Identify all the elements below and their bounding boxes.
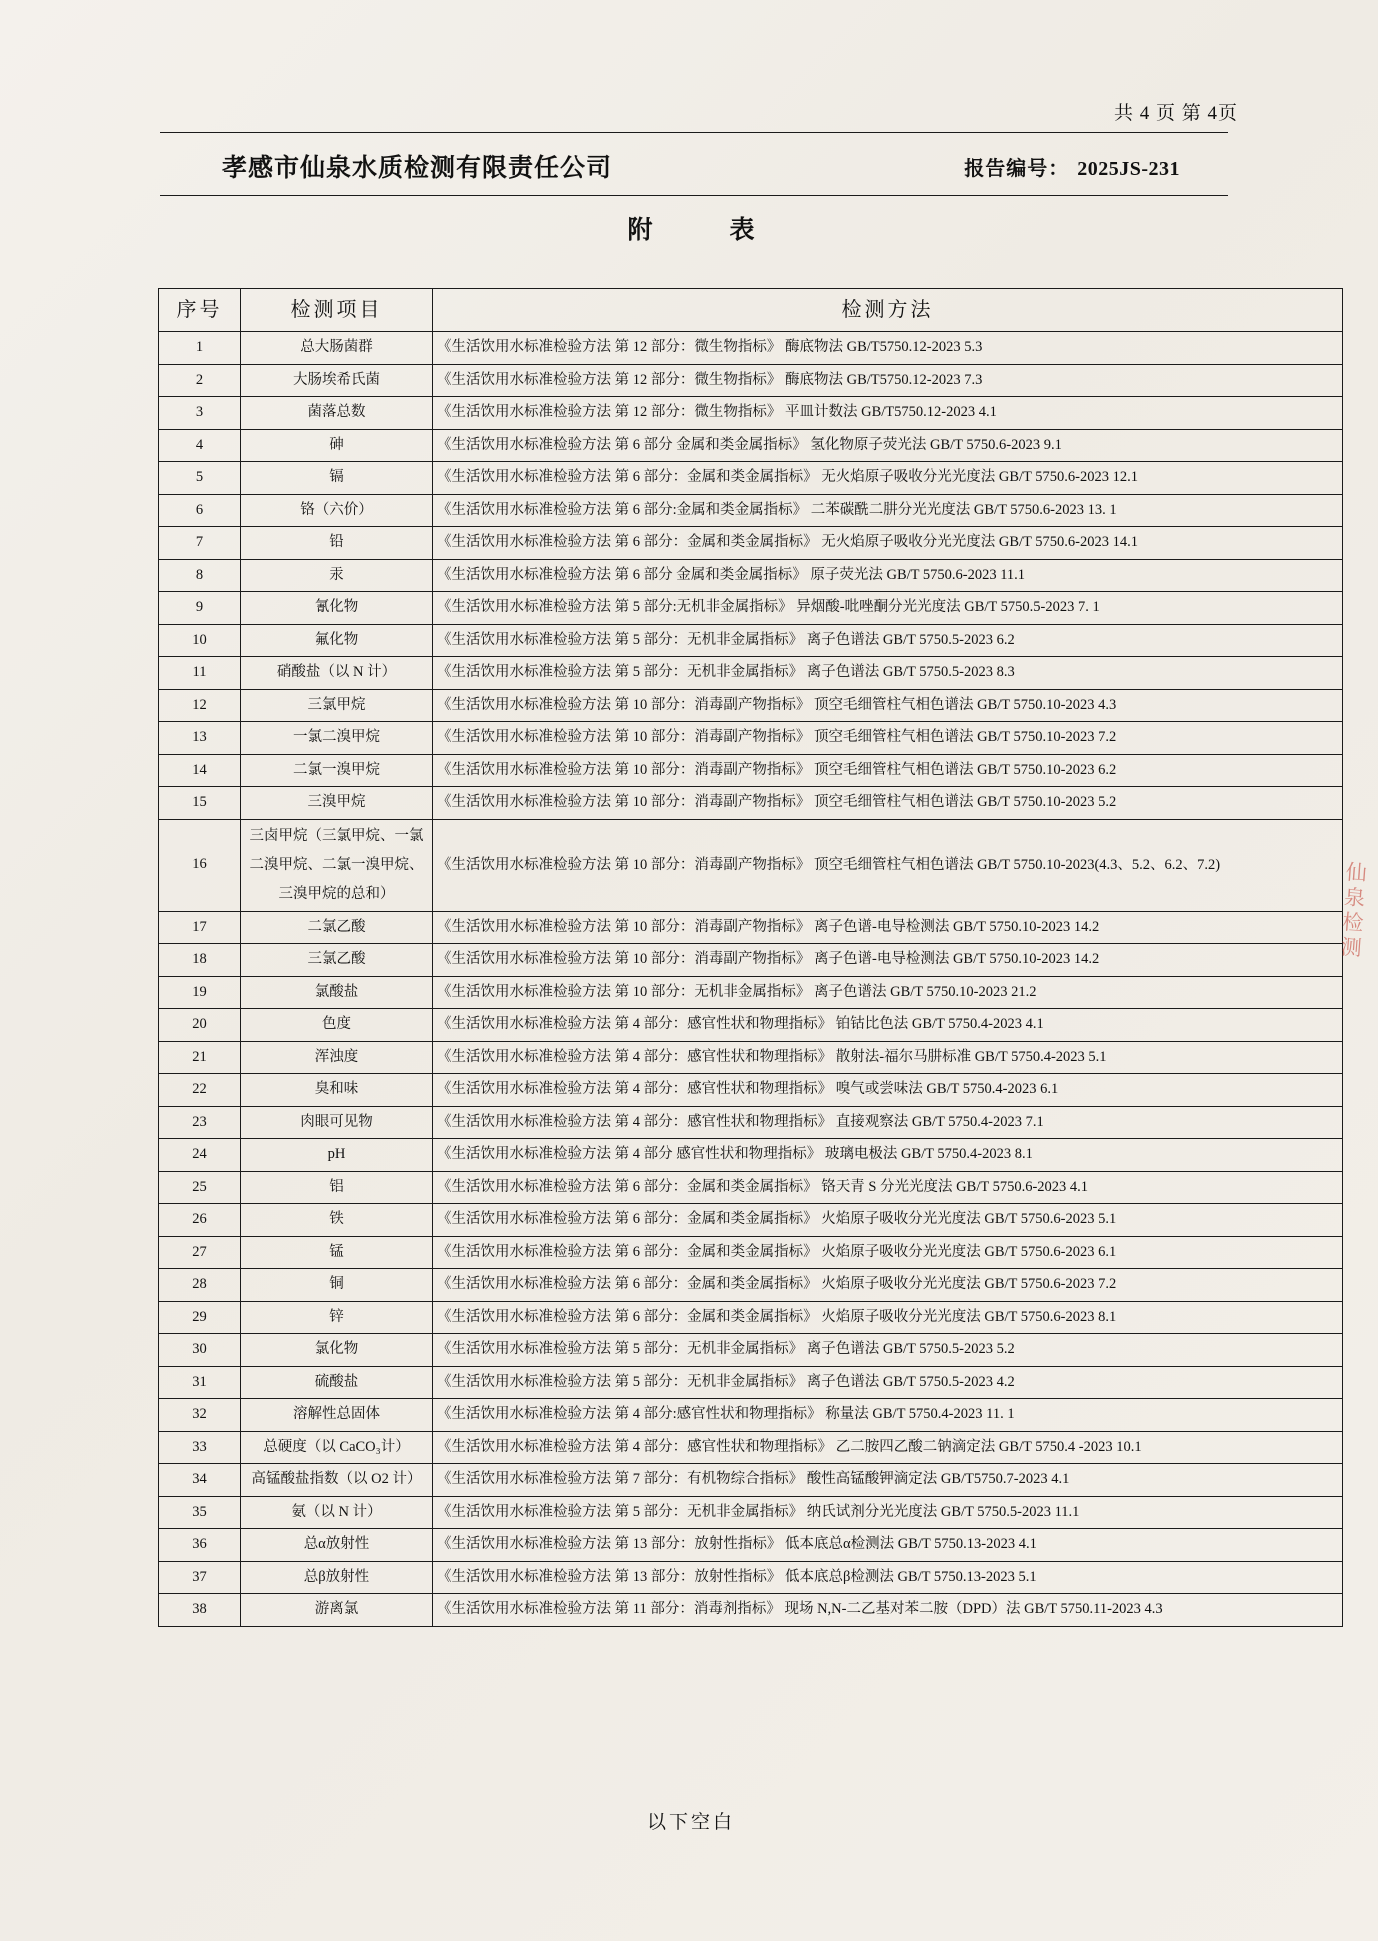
cell-item: 三氯甲烷 (241, 689, 433, 722)
cell-method: 《生活饮用水标准检验方法 第 6 部分：金属和类金属指标》 无火焰原子吸收分光光度法 GB/T 5750.6-2023 12.1 (433, 462, 1343, 495)
cell-item: 二氯一溴甲烷 (241, 754, 433, 787)
cell-no: 16 (159, 819, 241, 911)
table-row (159, 397, 1343, 430)
cell-item: 氰化物 (241, 592, 433, 625)
cell-item: 锌 (241, 1301, 433, 1334)
cell-no: 34 (159, 1464, 241, 1497)
cell-method: 《生活饮用水标准检验方法 第 7 部分：有机物综合指标》 酸性高锰酸钾滴定法 GB/T5750.7-2023 4.1 (433, 1464, 1343, 1497)
cell-method: 《生活饮用水标准检验方法 第 10 部分：消毒副产物指标》 顶空毛细管柱气相色谱法 GB/T 5750.10-2023(4.3、5.2、6.2、7.2) (433, 819, 1343, 911)
table-row (159, 1041, 1343, 1074)
table-row (159, 1139, 1343, 1172)
table-row (159, 1074, 1343, 1107)
table-row (159, 624, 1343, 657)
cell-method: 《生活饮用水标准检验方法 第 4 部分：感官性状和物理指标》 乙二胺四乙酸二钠滴定法 GB/T 5750.4 -2023 10.1 (433, 1431, 1343, 1464)
cell-item: 总硬度（以 CaCO₃计） (241, 1431, 433, 1464)
report-header (160, 142, 1228, 190)
cell-no: 36 (159, 1529, 241, 1562)
cell-method: 《生活饮用水标准检验方法 第 4 部分：感官性状和物理指标》 嗅气或尝味法 GB/T 5750.4-2023 6.1 (433, 1074, 1343, 1107)
table-row (159, 1399, 1343, 1432)
cell-no: 7 (159, 527, 241, 560)
cell-no: 19 (159, 976, 241, 1009)
cell-method: 《生活饮用水标准检验方法 第 6 部分：金属和类金属指标》 铬天青 S 分光光度法 GB/T 5750.6-2023 4.1 (433, 1171, 1343, 1204)
cell-no: 9 (159, 592, 241, 625)
table-row (159, 494, 1343, 527)
cell-method: 《生活饮用水标准检验方法 第 6 部分：金属和类金属指标》 火焰原子吸收分光光度法 GB/T 5750.6-2023 5.1 (433, 1204, 1343, 1237)
cell-method: 《生活饮用水标准检验方法 第 10 部分：无机非金属指标》 离子色谱法 GB/T 5750.10-2023 21.2 (433, 976, 1343, 1009)
cell-method: 《生活饮用水标准检验方法 第 13 部分：放射性指标》 低本底总β检测法 GB/T 5750.13-2023 5.1 (433, 1561, 1343, 1594)
table-row (159, 429, 1343, 462)
cell-no: 1 (159, 332, 241, 365)
table-row (159, 1009, 1343, 1042)
cell-item: 大肠埃希氏菌 (241, 364, 433, 397)
table-row (159, 657, 1343, 690)
cell-item: 镉 (241, 462, 433, 495)
cell-item: 硫酸盐 (241, 1366, 433, 1399)
cell-item: 铝 (241, 1171, 433, 1204)
cell-no: 35 (159, 1496, 241, 1529)
cell-item: 三氯乙酸 (241, 944, 433, 977)
cell-method: 《生活饮用水标准检验方法 第 12 部分：微生物指标》 酶底物法 GB/T5750.12-2023 5.3 (433, 332, 1343, 365)
cell-no: 12 (159, 689, 241, 722)
cell-method: 《生活饮用水标准检验方法 第 13 部分：放射性指标》 低本底总α检测法 GB/T 5750.13-2023 4.1 (433, 1529, 1343, 1562)
table-row (159, 1594, 1343, 1627)
cell-item: 锰 (241, 1236, 433, 1269)
cell-method: 《生活饮用水标准检验方法 第 5 部分:无机非金属指标》 异烟酸-吡唑酮分光光度法 GB/T 5750.5-2023 7. 1 (433, 592, 1343, 625)
cell-no: 27 (159, 1236, 241, 1269)
cell-no: 15 (159, 787, 241, 820)
cell-no: 28 (159, 1269, 241, 1302)
cell-method: 《生活饮用水标准检验方法 第 10 部分：消毒副产物指标》 顶空毛细管柱气相色谱法 GB/T 5750.10-2023 7.2 (433, 722, 1343, 755)
table-row (159, 1106, 1343, 1139)
cell-no: 32 (159, 1399, 241, 1432)
table-row (159, 1301, 1343, 1334)
cell-method: 《生活饮用水标准检验方法 第 5 部分：无机非金属指标》 离子色谱法 GB/T 5750.5-2023 8.3 (433, 657, 1343, 690)
cell-no: 37 (159, 1561, 241, 1594)
cell-method: 《生活饮用水标准检验方法 第 11 部分：消毒剂指标》 现场 N,N-二乙基对苯二胺（DPD）法 GB/T 5750.11-2023 4.3 (433, 1594, 1343, 1627)
cell-item: 氯化物 (241, 1334, 433, 1367)
column-header-method: 检测方法 (433, 289, 1343, 332)
cell-method: 《生活饮用水标准检验方法 第 6 部分:金属和类金属指标》 二苯碳酰二肼分光光度法 GB/T 5750.6-2023 13. 1 (433, 494, 1343, 527)
cell-item: 高锰酸盐指数（以 O2 计） (241, 1464, 433, 1497)
table-header-row (159, 289, 1343, 332)
cell-no: 25 (159, 1171, 241, 1204)
cell-item: 浑浊度 (241, 1041, 433, 1074)
header-divider-bottom (160, 195, 1228, 196)
report-number (964, 152, 1180, 181)
cell-method: 《生活饮用水标准检验方法 第 6 部分：金属和类金属指标》 火焰原子吸收分光光度法 GB/T 5750.6-2023 7.2 (433, 1269, 1343, 1302)
report-number-label: 报告编号： (964, 157, 1070, 180)
cell-item: pH (241, 1139, 433, 1172)
table-row (159, 364, 1343, 397)
cell-method: 《生活饮用水标准检验方法 第 5 部分：无机非金属指标》 纳氏试剂分光光度法 GB/T 5750.5-2023 11.1 (433, 1496, 1343, 1529)
cell-item: 氨（以 N 计） (241, 1496, 433, 1529)
cell-no: 10 (159, 624, 241, 657)
cell-method: 《生活饮用水标准检验方法 第 5 部分：无机非金属指标》 离子色谱法 GB/T 5750.5-2023 6.2 (433, 624, 1343, 657)
cell-method: 《生活饮用水标准检验方法 第 12 部分：微生物指标》 平皿计数法 GB/T5750.12-2023 4.1 (433, 397, 1343, 430)
cell-method: 《生活饮用水标准检验方法 第 6 部分 金属和类金属指标》 氢化物原子荧光法 GB/T 5750.6-2023 9.1 (433, 429, 1343, 462)
table-row (159, 754, 1343, 787)
cell-item: 总β放射性 (241, 1561, 433, 1594)
cell-no: 4 (159, 429, 241, 462)
table-row (159, 332, 1343, 365)
page-title: 附 表 (627, 217, 781, 244)
header-divider-top (160, 132, 1228, 133)
cell-item: 铜 (241, 1269, 433, 1302)
cell-method: 《生活饮用水标准检验方法 第 10 部分：消毒副产物指标》 离子色谱-电导检测法 GB/T 5750.10-2023 14.2 (433, 944, 1343, 977)
cell-item: 砷 (241, 429, 433, 462)
cell-method: 《生活饮用水标准检验方法 第 12 部分：微生物指标》 酶底物法 GB/T5750.12-2023 7.3 (433, 364, 1343, 397)
cell-item: 总α放射性 (241, 1529, 433, 1562)
table-row (159, 1431, 1343, 1464)
column-header-no: 序号 (159, 289, 241, 332)
table-row (159, 689, 1343, 722)
table-row (159, 1561, 1343, 1594)
cell-no: 33 (159, 1431, 241, 1464)
cell-no: 22 (159, 1074, 241, 1107)
table-row (159, 559, 1343, 592)
cell-no: 17 (159, 911, 241, 944)
cell-method: 《生活饮用水标准检验方法 第 6 部分 金属和类金属指标》 原子荧光法 GB/T 5750.6-2023 11.1 (433, 559, 1343, 592)
cell-no: 2 (159, 364, 241, 397)
report-sheet (72, 40, 1310, 1900)
methods-table (158, 288, 1343, 1627)
cell-no: 24 (159, 1139, 241, 1172)
column-header-item: 检测项目 (241, 289, 433, 332)
cell-item: 臭和味 (241, 1074, 433, 1107)
cell-method: 《生活饮用水标准检验方法 第 5 部分：无机非金属指标》 离子色谱法 GB/T 5750.5-2023 4.2 (433, 1366, 1343, 1399)
red-seal-stamp: 仙泉检测 (1337, 860, 1369, 962)
cell-no: 29 (159, 1301, 241, 1334)
company-name: 孝感市仙泉水质检测有限责任公司 (222, 155, 613, 182)
cell-method: 《生活饮用水标准检验方法 第 4 部分 感官性状和物理指标》 玻璃电极法 GB/T 5750.4-2023 8.1 (433, 1139, 1343, 1172)
table-row (159, 1334, 1343, 1367)
table-row (159, 1269, 1343, 1302)
cell-no: 13 (159, 722, 241, 755)
cell-item: 菌落总数 (241, 397, 433, 430)
cell-item: 一氯二溴甲烷 (241, 722, 433, 755)
table-row (159, 911, 1343, 944)
table-row (159, 1171, 1343, 1204)
cell-item: 氟化物 (241, 624, 433, 657)
cell-item: 三卤甲烷（三氯甲烷、一氯二溴甲烷、二氯一溴甲烷、三溴甲烷的总和） (241, 819, 433, 911)
cell-method: 《生活饮用水标准检验方法 第 10 部分：消毒副产物指标》 离子色谱-电导检测法 GB/T 5750.10-2023 14.2 (433, 911, 1343, 944)
cell-item: 三溴甲烷 (241, 787, 433, 820)
cell-item: 铅 (241, 527, 433, 560)
table-row (159, 1236, 1343, 1269)
cell-no: 30 (159, 1334, 241, 1367)
cell-no: 14 (159, 754, 241, 787)
cell-no: 11 (159, 657, 241, 690)
table-row (159, 722, 1343, 755)
cell-no: 3 (159, 397, 241, 430)
table-row (159, 819, 1343, 911)
cell-item: 肉眼可见物 (241, 1106, 433, 1139)
methods-table-body (159, 332, 1343, 1627)
cell-no: 5 (159, 462, 241, 495)
cell-item: 色度 (241, 1009, 433, 1042)
table-row (159, 592, 1343, 625)
table-row (159, 944, 1343, 977)
table-row (159, 1529, 1343, 1562)
cell-method: 《生活饮用水标准检验方法 第 10 部分：消毒副产物指标》 顶空毛细管柱气相色谱法 GB/T 5750.10-2023 5.2 (433, 787, 1343, 820)
cell-no: 26 (159, 1204, 241, 1237)
cell-method: 《生活饮用水标准检验方法 第 10 部分：消毒副产物指标》 顶空毛细管柱气相色谱法 GB/T 5750.10-2023 6.2 (433, 754, 1343, 787)
cell-item: 汞 (241, 559, 433, 592)
cell-item: 总大肠菌群 (241, 332, 433, 365)
cell-no: 6 (159, 494, 241, 527)
cell-method: 《生活饮用水标准检验方法 第 6 部分：金属和类金属指标》 火焰原子吸收分光光度法 GB/T 5750.6-2023 8.1 (433, 1301, 1343, 1334)
cell-item: 游离氯 (241, 1594, 433, 1627)
report-number-value: 2025JS-231 (1077, 157, 1180, 180)
table-row (159, 1366, 1343, 1399)
cell-no: 21 (159, 1041, 241, 1074)
footer-note: 以下空白 (646, 1812, 735, 1833)
table-row (159, 1496, 1343, 1529)
cell-method: 《生活饮用水标准检验方法 第 10 部分：消毒副产物指标》 顶空毛细管柱气相色谱法 GB/T 5750.10-2023 4.3 (433, 689, 1343, 722)
cell-no: 23 (159, 1106, 241, 1139)
cell-item: 硝酸盐（以 N 计） (241, 657, 433, 690)
cell-no: 31 (159, 1366, 241, 1399)
table-row (159, 976, 1343, 1009)
cell-method: 《生活饮用水标准检验方法 第 4 部分：感官性状和物理指标》 散射法-福尔马肼标准 GB/T 5750.4-2023 5.1 (433, 1041, 1343, 1074)
cell-no: 20 (159, 1009, 241, 1042)
table-row (159, 1464, 1343, 1497)
cell-item: 溶解性总固体 (241, 1399, 433, 1432)
table-row (159, 1204, 1343, 1237)
cell-method: 《生活饮用水标准检验方法 第 4 部分：感官性状和物理指标》 直接观察法 GB/T 5750.4-2023 7.1 (433, 1106, 1343, 1139)
cell-method: 《生活饮用水标准检验方法 第 4 部分：感官性状和物理指标》 铂钴比色法 GB/T 5750.4-2023 4.1 (433, 1009, 1343, 1042)
cell-item: 二氯乙酸 (241, 911, 433, 944)
table-row (159, 527, 1343, 560)
cell-item: 铁 (241, 1204, 433, 1237)
cell-no: 18 (159, 944, 241, 977)
table-row (159, 787, 1343, 820)
cell-method: 《生活饮用水标准检验方法 第 4 部分:感官性状和物理指标》 称量法 GB/T 5750.4-2023 11. 1 (433, 1399, 1343, 1432)
cell-no: 38 (159, 1594, 241, 1627)
cell-item: 铬（六价） (241, 494, 433, 527)
table-row (159, 462, 1343, 495)
page-count: 共 4 页 第 4页 (1113, 103, 1238, 124)
cell-item: 氯酸盐 (241, 976, 433, 1009)
cell-method: 《生活饮用水标准检验方法 第 6 部分：金属和类金属指标》 无火焰原子吸收分光光度法 GB/T 5750.6-2023 14.1 (433, 527, 1343, 560)
cell-method: 《生活饮用水标准检验方法 第 5 部分：无机非金属指标》 离子色谱法 GB/T 5750.5-2023 5.2 (433, 1334, 1343, 1367)
cell-no: 8 (159, 559, 241, 592)
cell-method: 《生活饮用水标准检验方法 第 6 部分：金属和类金属指标》 火焰原子吸收分光光度法 GB/T 5750.6-2023 6.1 (433, 1236, 1343, 1269)
